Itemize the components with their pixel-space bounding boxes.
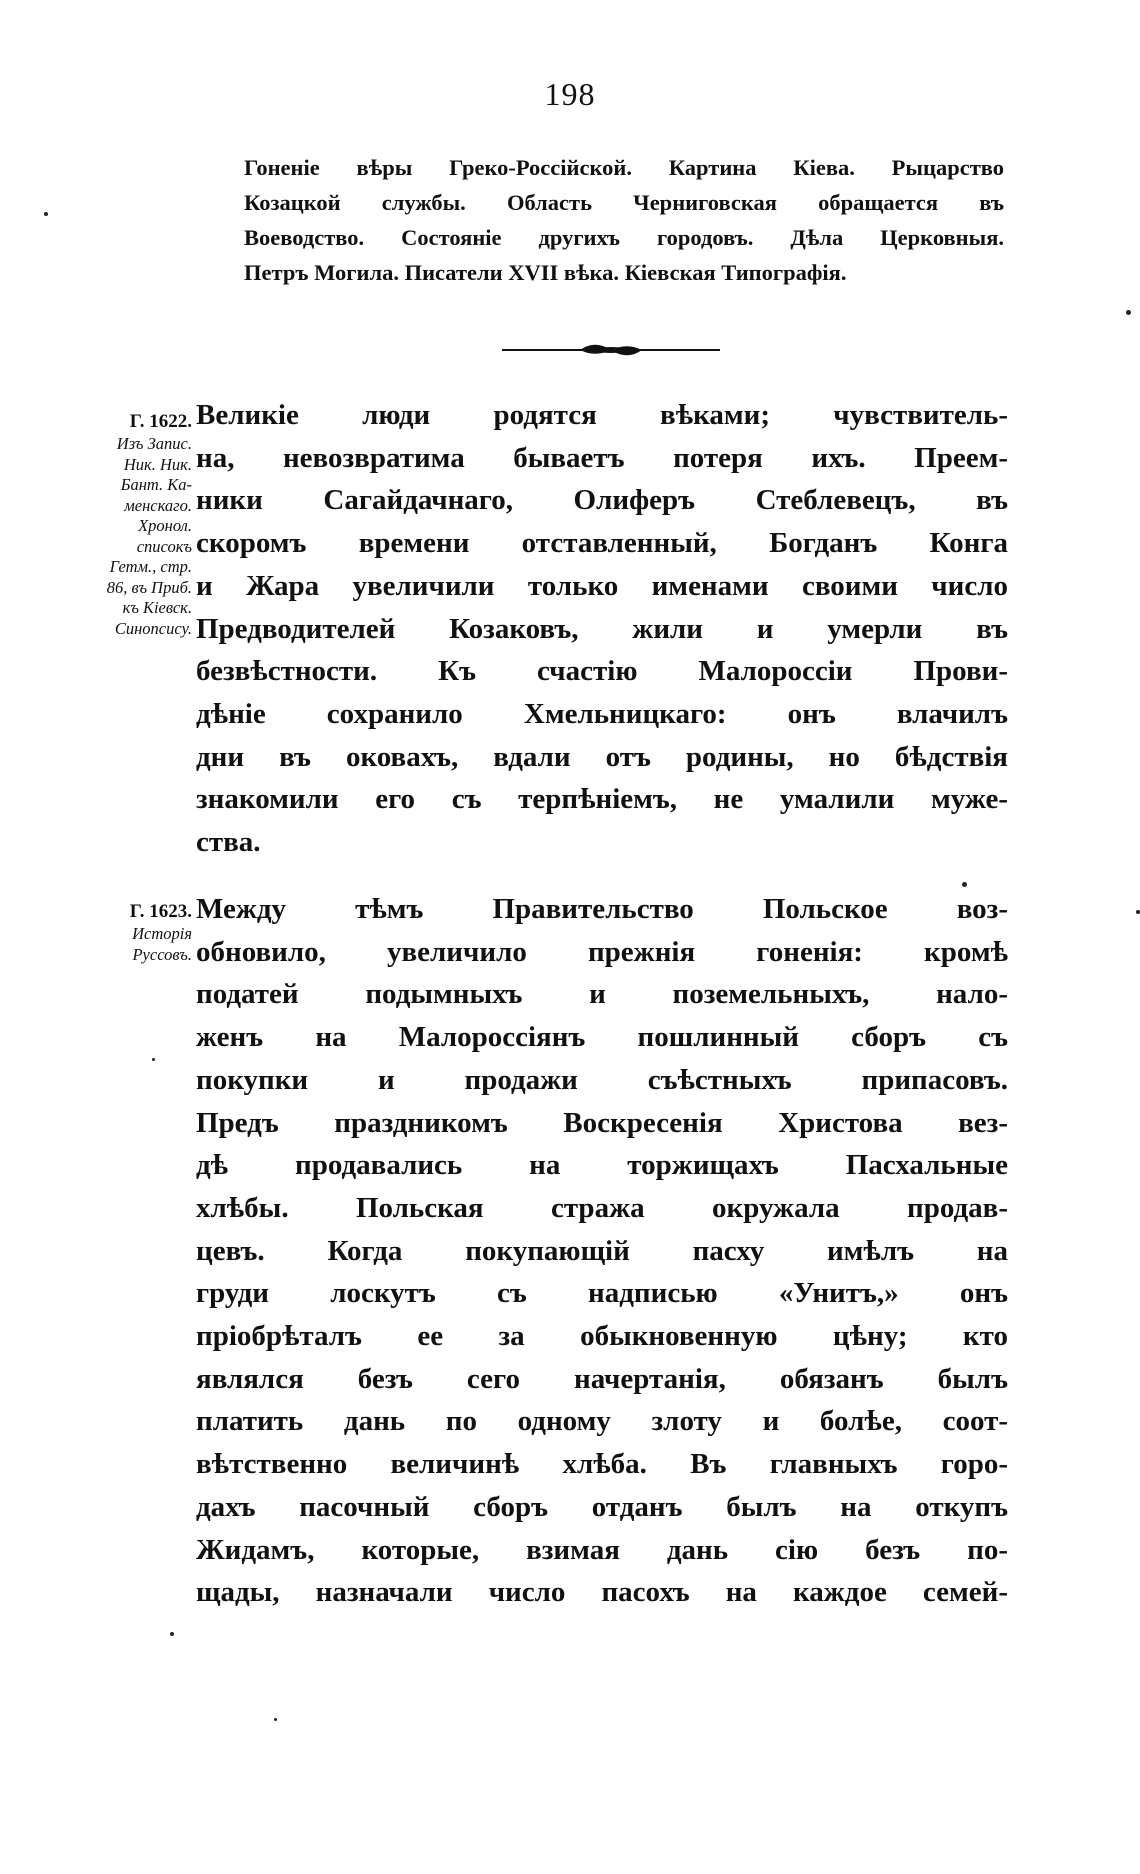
margin-note-source-line: 86, въ Приб. <box>106 577 192 597</box>
text-line: ники Сагайдачнаго, Олиферъ Стеблевецъ, въ <box>196 484 1008 517</box>
margin-note-source-line: Синопсису. <box>114 618 192 638</box>
scan-speck <box>1136 910 1140 914</box>
text-line: вѣтственно величинѣ хлѣба. Въ главныхъ горо- <box>196 1448 1008 1481</box>
text-line: ства. <box>196 826 261 859</box>
scan-speck <box>44 212 48 216</box>
text-line: Жидамъ, которые, взимая дань сію безъ по- <box>196 1533 1008 1566</box>
summary-line: Козацкой службы. Область Черниговская обращается въ <box>244 190 1004 215</box>
text-line: покупки и продажи съѣстныхъ припасовъ. <box>196 1063 1008 1096</box>
margin-note-source-line: къ Кіевск. <box>122 598 192 617</box>
text-line: обновило, увеличило прежнія гоненія: кромѣ <box>196 935 1008 968</box>
margin-note-source-line: Бант. Ка- <box>120 475 192 494</box>
text-line: дѣ продавались на торжищахъ Пасхальные <box>196 1149 1008 1182</box>
text-line: безвѣстности. Къ счастію Малороссіи Прови- <box>196 655 1008 688</box>
text-line: пріобрѣталъ ее за обыкновенную цѣну; кто <box>196 1320 1008 1353</box>
chapter-summary <box>244 150 1004 290</box>
text-line: женъ на Малороссіянъ пошлинный сборъ съ <box>196 1021 1008 1054</box>
divider-ornament-icon <box>502 340 720 360</box>
text-line: на, невозвратима бываетъ потеря ихъ. Преем- <box>196 441 1008 474</box>
scan-speck <box>170 1632 174 1636</box>
margin-note-source-line: Ник. Ник. <box>123 454 192 474</box>
summary-line: Гоненіе вѣры Греко-Россійской. Картина Кіева. Рыцарство <box>244 155 1004 180</box>
margin-note-source-line: Руссовъ. <box>132 944 192 964</box>
summary-line: Петръ Могила. Писатели XVII вѣка. Кіевская Типографія. <box>244 260 847 285</box>
margin-note-source-line: Исторія <box>132 924 192 943</box>
page-number: 198 <box>544 76 596 112</box>
text-line: платить дань по одному злоту и болѣе, соот- <box>196 1405 1008 1438</box>
margin-note-source-line: Изъ Запис. <box>116 434 192 453</box>
margin-note-year: Г. 1622. <box>129 411 192 432</box>
text-line: дни въ оковахъ, вдали отъ родины, но бѣдствія <box>196 740 1008 773</box>
text-line: щады, назначали число пасохъ на каждое семей- <box>196 1576 1008 1609</box>
margin-note-year: Г. 1623. <box>129 901 192 922</box>
summary-line: Воеводство. Состояніе другихъ городовъ. Дѣла Церковныя. <box>244 225 1004 250</box>
text-line: дѣніе сохранило Хмельницкаго: онъ влачилъ <box>196 697 1008 730</box>
text-line: Предъ праздникомъ Воскресенія Христова вез- <box>196 1106 1008 1139</box>
text-line: хлѣбы. Польская стража окружала продав- <box>196 1191 1008 1224</box>
text-line: знакомили его съ терпѣніемъ, не умалили муже- <box>196 783 1008 816</box>
text-line: груди лоскутъ съ надписью «Унитъ,» онъ <box>196 1277 1008 1310</box>
margin-note-1623 <box>42 900 192 965</box>
margin-note-1622 <box>42 410 192 639</box>
margin-note-source-line: менскаго. <box>124 495 192 515</box>
paragraph-1 <box>196 394 1008 864</box>
text-line: и Жара увеличили только именами своими число <box>196 569 1008 602</box>
text-line: Между тѣмъ Правительство Польское воз- <box>196 893 1008 925</box>
scan-speck <box>152 1058 155 1061</box>
margin-note-source-line: списокъ <box>136 536 192 556</box>
text-line: скоромъ времени отставленный, Богданъ Конга <box>196 527 1008 560</box>
paragraph-2 <box>196 888 1008 1614</box>
text-line: податей подымныхъ и поземельныхъ, нало- <box>196 978 1008 1011</box>
text-line: дахъ пасочный сборъ отданъ былъ на откупъ <box>196 1490 1008 1523</box>
text-line: цевъ. Когда покупающій пасху имѣлъ на <box>196 1234 1008 1267</box>
text-line: Предводителей Козаковъ, жили и умерли въ <box>196 612 1008 645</box>
margin-note-source-line: Гетм., стр. <box>109 557 192 576</box>
text-line: являлся безъ сего начертанія, обязанъ былъ <box>196 1362 1008 1395</box>
scan-speck <box>1126 310 1131 315</box>
scan-speck <box>962 882 967 887</box>
scan-speck <box>274 1718 277 1721</box>
margin-note-source-line: Хронол. <box>138 516 192 535</box>
text-line: Великіе люди родятся вѣками; чувствитель- <box>196 399 1008 431</box>
